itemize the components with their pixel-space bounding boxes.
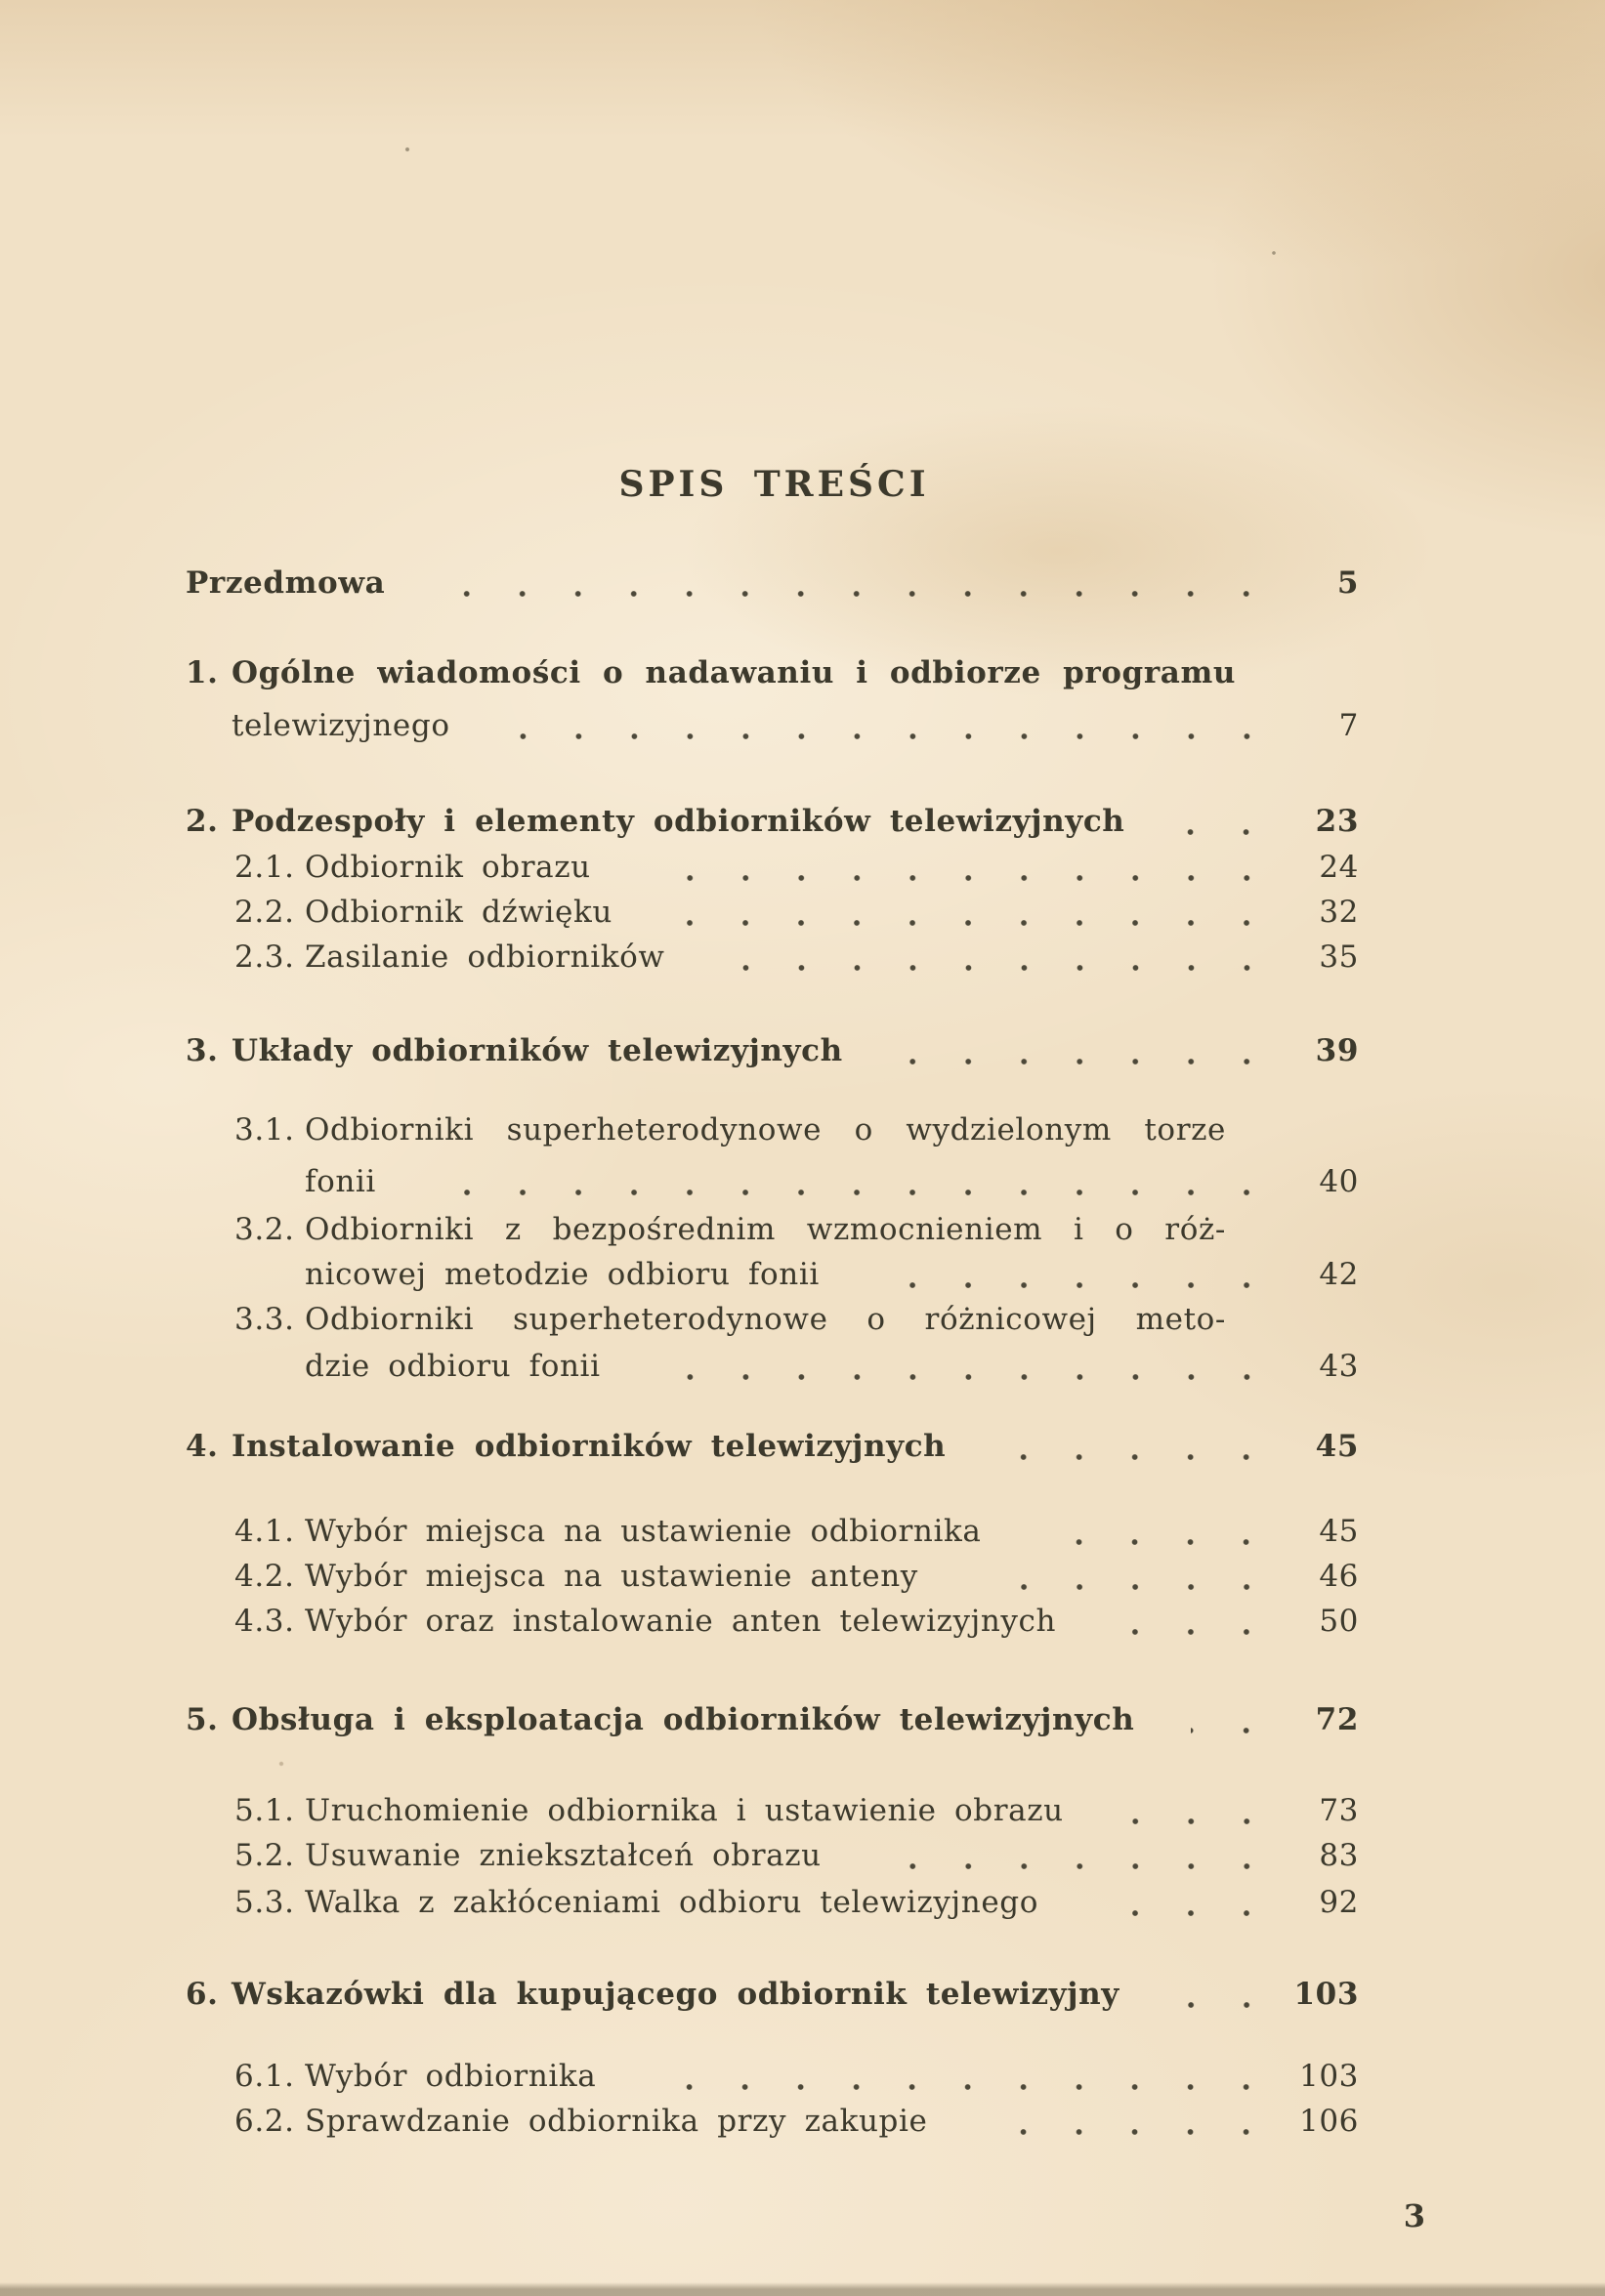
toc-entry-title: Usuwanie zniekształceń obrazu [305, 1838, 822, 1873]
toc-entry-title: dzie odbioru fonii [305, 1349, 601, 1384]
toc-entry-number: 4.3. [234, 1604, 295, 1639]
toc-entry-page: 39 [1315, 1033, 1359, 1068]
toc-entry-title: Podzespoły i elementy odbiorników telewizyjnych [232, 804, 1125, 839]
toc-entry-title: Przedmowa [186, 565, 386, 601]
dot-leader [878, 1862, 1275, 1870]
toc-row [234, 1880, 1363, 1925]
toc-entry-title: telewizyjnego [232, 708, 450, 743]
table-of-contents [186, 561, 1363, 2144]
dot-leader [653, 2083, 1275, 2091]
toc-entry-number: 3.3. [234, 1302, 295, 1337]
toc-row [234, 935, 1363, 980]
toc-entry-number: 3. [186, 1033, 219, 1068]
toc-entry-page: 42 [1319, 1257, 1359, 1292]
toc-entry-page: 45 [1319, 1514, 1359, 1549]
toc-entry-title: Wybór oraz instalowanie anten telewizyjnych [305, 1604, 1057, 1639]
toc-entry-page: 23 [1315, 804, 1359, 839]
toc-entry-number: 2.1. [234, 850, 295, 885]
toc-entry-number: 5.2. [234, 1838, 295, 1873]
toc-entry-page: 103 [1293, 1977, 1359, 2012]
toc-row [234, 1788, 1363, 1833]
dot-leader [648, 874, 1275, 882]
toc-entry-number: 3.2. [234, 1212, 295, 1247]
toc-entry-page: 24 [1319, 850, 1359, 885]
toc-row [234, 2054, 1363, 2099]
toc-entry-page: 46 [1319, 1559, 1359, 1594]
toc-entry-number: 5. [186, 1702, 219, 1737]
toc-entry-title: Wskazówki dla kupującego odbiornik telewizyjny [232, 1977, 1119, 2012]
dot-leader [1002, 1453, 1275, 1461]
dot-leader [876, 1281, 1275, 1289]
toc-entry-number: 5.3. [234, 1885, 295, 1920]
dot-leader [900, 1058, 1275, 1065]
dot-leader [975, 1583, 1275, 1591]
toc-entry-page: 103 [1299, 2059, 1359, 2094]
toc-row [234, 1207, 1363, 1252]
toc-row [234, 2099, 1363, 2144]
dot-leader [433, 1189, 1275, 1196]
toc-entry-number: 1. [186, 655, 219, 690]
toc-entry-title: Odbiornik dźwięku [305, 895, 612, 930]
toc-entry-page: 35 [1319, 939, 1359, 975]
toc-row [234, 890, 1363, 935]
toc-entry-number: 5.1. [234, 1793, 295, 1828]
dot-leader [1181, 828, 1275, 836]
toc-entry-page: 32 [1319, 895, 1359, 930]
dot-leader [442, 590, 1275, 598]
toc-row [232, 703, 1363, 748]
toc-entry-page: 83 [1319, 1838, 1359, 1873]
toc-entry-title: Odbiorniki superheterodynowe o wydzielonym torze [305, 1112, 1226, 1148]
dot-leader [1176, 2001, 1275, 2009]
toc-entry-number: 2. [186, 804, 219, 839]
toc-entry-title: Wybór odbiornika [305, 2059, 597, 2094]
toc-entry-title: nicowej metodzie odbioru fonii [305, 1257, 820, 1292]
toc-entry-page: 50 [1319, 1604, 1359, 1639]
toc-entry-page: 106 [1299, 2104, 1359, 2139]
toc-row [305, 1344, 1363, 1389]
toc-entry-page: 72 [1315, 1702, 1359, 1737]
toc-entry-page: 73 [1319, 1793, 1359, 1828]
toc-entry-title: Walka z zakłóceniami odbioru telewizyjnego [305, 1885, 1038, 1920]
toc-row [186, 1028, 1363, 1073]
toc-entry-number: 6. [186, 1977, 219, 2012]
toc-row [234, 1107, 1363, 1152]
toc-entry-number: 3.1. [234, 1112, 295, 1148]
dot-leader [507, 732, 1275, 740]
dot-leader [984, 2128, 1275, 2136]
toc-entry-title: Wybór miejsca na ustawienie odbiornika [305, 1514, 982, 1549]
footer-page-number: 3 [1403, 2197, 1425, 2234]
dot-leader [669, 919, 1275, 927]
toc-row [186, 1972, 1363, 2017]
toc-entry-title: fonii [305, 1164, 376, 1199]
toc-entry-title: Wybór miejsca na ustawienie anteny [305, 1559, 918, 1594]
toc-entry-title: Sprawdzanie odbiornika przy zakupie [305, 2104, 928, 2139]
dot-leader [1095, 1909, 1275, 1917]
dot-leader [722, 964, 1275, 972]
toc-entry-page: 40 [1319, 1164, 1359, 1199]
toc-row [234, 1554, 1363, 1599]
toc-entry-page: 7 [1338, 708, 1359, 743]
toc-entry-title: Odbiorniki superheterodynowe o różnicowej meto- [305, 1302, 1226, 1337]
toc-entry-title: Odbiorniki z bezpośrednim wzmocnieniem i o róż- [305, 1212, 1226, 1247]
toc-row [234, 1599, 1363, 1644]
toc-row [186, 650, 1363, 695]
page-title: SPIS TREŚCI [618, 464, 930, 505]
dot-leader [1120, 1817, 1275, 1825]
toc-entry-number: 2.2. [234, 895, 295, 930]
toc-entry-number: 6.2. [234, 2104, 295, 2139]
toc-entry-number: 4.1. [234, 1514, 295, 1549]
toc-row [305, 1252, 1363, 1297]
dot-leader [1191, 1727, 1275, 1734]
toc-entry-title: Układy odbiorników telewizyjnych [232, 1033, 843, 1068]
toc-row [186, 1424, 1363, 1469]
toc-row [186, 1697, 1363, 1742]
toc-entry-page: 5 [1336, 565, 1359, 601]
toc-entry-title: Instalowanie odbiorników telewizyjnych [232, 1429, 947, 1464]
dot-leader [657, 1373, 1275, 1381]
toc-row [186, 561, 1363, 605]
toc-row [234, 845, 1363, 890]
toc-row [234, 1833, 1363, 1878]
toc-content [186, 461, 1363, 2144]
toc-entry-number: 4.2. [234, 1559, 295, 1594]
toc-entry-page: 45 [1315, 1429, 1359, 1464]
toc-entry-title: Zasilanie odbiorników [305, 939, 665, 975]
toc-row [305, 1159, 1363, 1204]
toc-entry-title: Obsługa i eksploatacja odbiorników telewizyjnych [232, 1702, 1135, 1737]
toc-entry-title: Ogólne wiadomości o nadawaniu i odbiorze programu [232, 655, 1236, 690]
toc-row [234, 1509, 1363, 1554]
toc-entry-title: Uruchomienie odbiornika i ustawienie obrazu [305, 1793, 1064, 1828]
toc-entry-number: 4. [186, 1429, 219, 1464]
toc-entry-page: 43 [1319, 1349, 1359, 1384]
dot-leader [1113, 1628, 1275, 1636]
toc-entry-title: Odbiornik obrazu [305, 850, 591, 885]
toc-row [234, 1297, 1363, 1342]
toc-row [186, 799, 1363, 844]
toc-entry-number: 2.3. [234, 939, 295, 975]
toc-entry-number: 6.1. [234, 2059, 295, 2094]
toc-entry-page: 92 [1319, 1885, 1359, 1920]
dot-leader [1037, 1538, 1275, 1546]
